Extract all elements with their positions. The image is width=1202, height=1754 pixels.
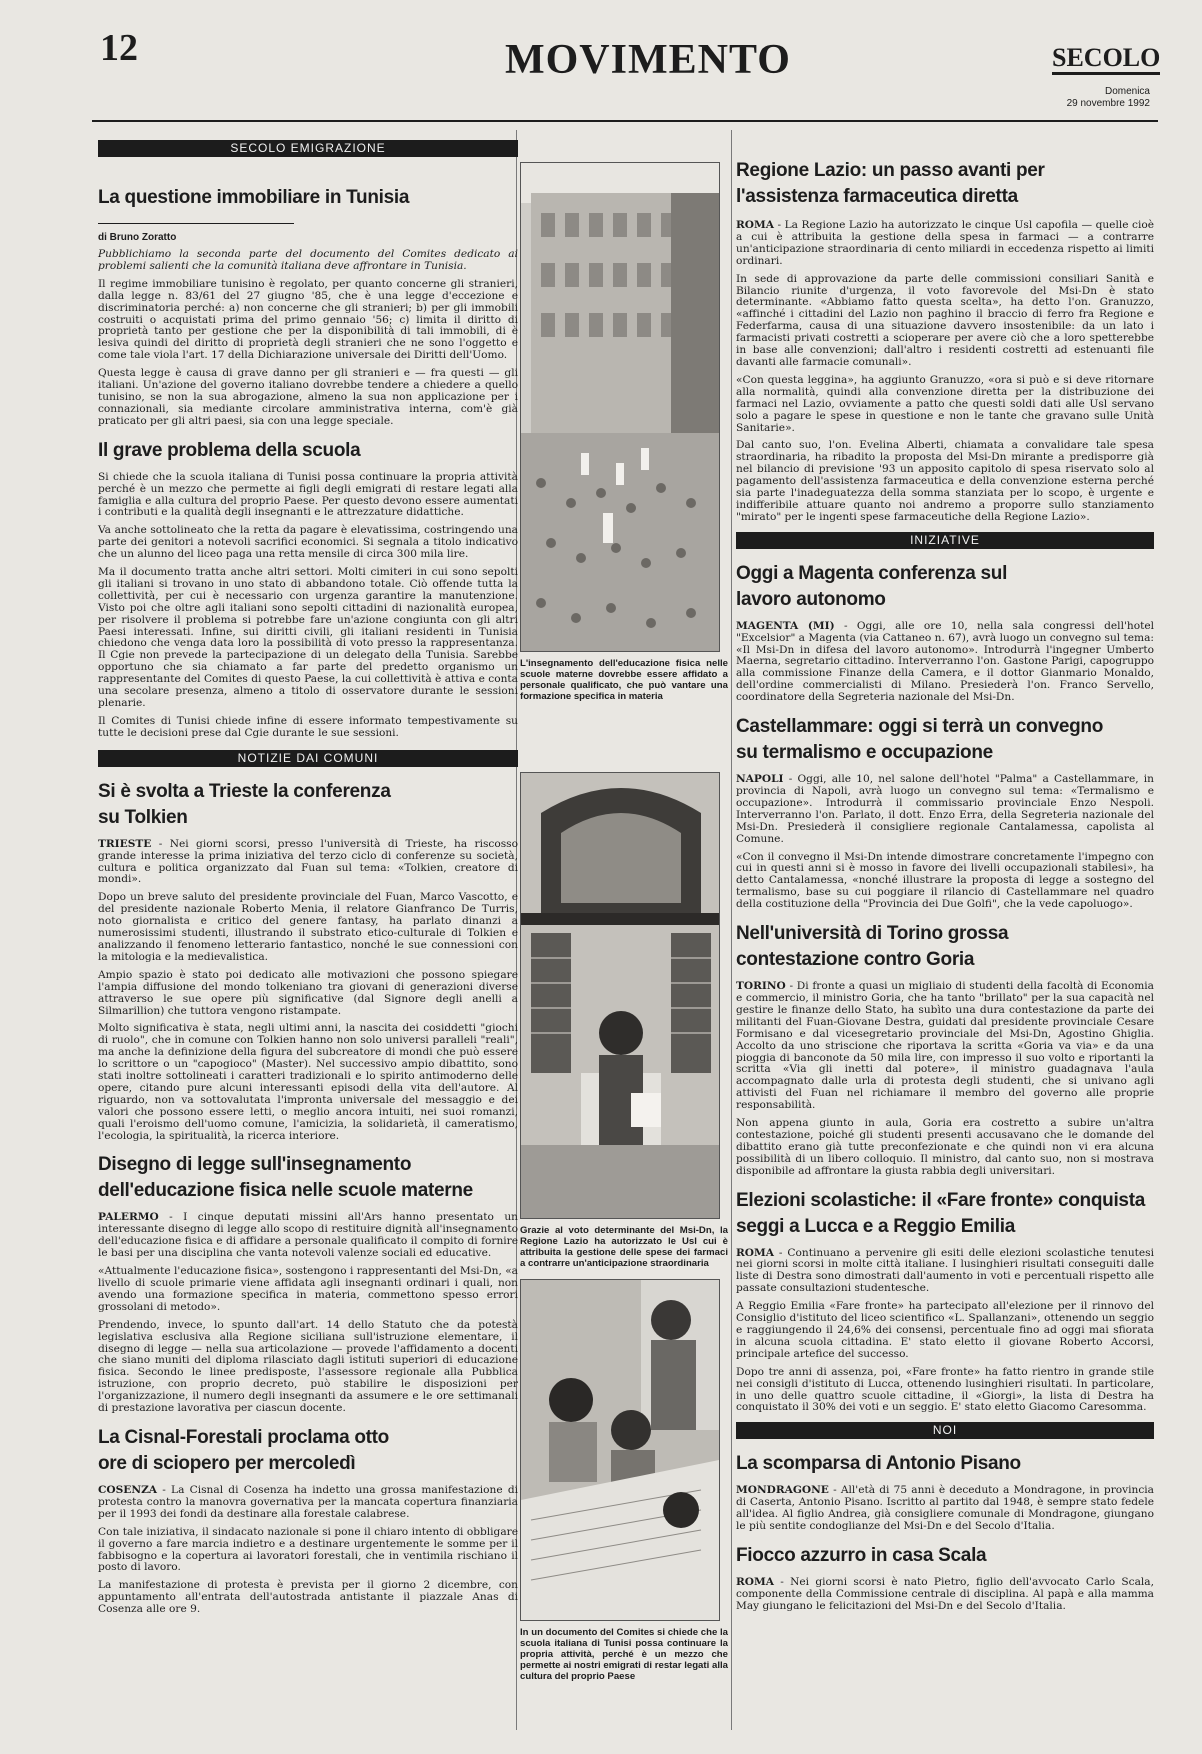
article-paragraph: Molto significativa è stata, negli ultimi anni, la nascita dei cosiddetti "giochi di ruolo", che in comune con Tolkien hanno non solo universi paralleli "reali", ma anche la definizione della figura del subcreatore di mondi che può essere lo scrittore o un "capogioco" (Master). Nel successivo ampio dibattito, sono stati inoltre sottolineati i caratteri tradizionali e lo spirito antimoderno delle opere, citando pure alcuni interessanti episodi della vita dell'autore. Al riguardo, non va sottovalutata l'impronta universale del messaggio e dei valori che possono essere letti, o meglio ancora intuiti, nei suoi romanzi, quali l'eroismo dell'uomo comune, l'amicizia, la solidarietà, il cameratismo, l'ecologia, la spiritualità, la ricerca interiore. <box>98 1022 518 1142</box>
masthead-rule <box>92 120 1158 122</box>
article-paragraph: ROMA - Continuano a pervenire gli esiti delle elezioni scolastiche tenutesi nei giorni scorsi in molte città italiane. I lusinghieri risultati conseguiti dalle liste di Destra sono dimostrati dall'aumento in voti e percentuali rispetto alle passate consultazioni studentesche. <box>736 1246 1154 1295</box>
classroom-image <box>521 1280 719 1620</box>
article-paragraph: Questa legge è causa di grave danno per gli stranieri e — fra questi — gli italiani. Un'azione del governo italiano dovrebbe tendere a chiedere a quello tunisino, se non la sua abrogazione, almeno la sua non applicazione per i connazionali, sia mediante circolare amministrativa interna, com'è già praticato per gli altri paesi, sia con una legge speciale. <box>98 367 518 427</box>
photo-pharmacy <box>520 772 720 1219</box>
article-title: Fiocco azzurro in casa Scala <box>736 1544 987 1566</box>
article-paragraph: MAGENTA (MI) - Oggi, alle ore 10, nella sala congressi dell'hotel "Excelsior" a Magenta (via Cattaneo n. 67), avrà luogo un convegno sul tema: «Il Msi-Dn in difesa del lavoro autonomo». Introdurrà l'ingegner Umberto Maerna, segretario cittadino. Interverranno l'on. Gastone Parigi, capogruppo alla commissione Finanze della Camera, e il dottor Gianmario Monaldo, dell'ordine commercialisti di Milano. Presiederà l'on. Franco Servello, coordinatore della Segreteria nazionale del Msi-Dn. <box>736 619 1154 704</box>
title-rule <box>98 223 294 224</box>
dateline: PALERMO <box>98 1211 159 1224</box>
article-paragraph: Il regime immobiliare tunisino è regolato, per quanto concerne gli stranieri, dalla legge n. 83/61 del 27 giugno '85, che è una legge d'eccezione e discriminatoria perché: a) non concerne che gli stranieri; b) per gli immobili costruiti o acquistati prima del primo gennaio '56; c) limita il diritto di proprietà tanto per gestione che per la disponibilità di tali immobili, di è lesiva quindi del diritto di proprietà degli stranieri che ne sono l'oggetto e come tale viola l'art. 17 della Dichiarazione universale dei Diritti dell'Uomo. <box>98 277 518 362</box>
publication-date <box>1000 86 1150 110</box>
article-title: Nell'università di Torino grossa contestazione contro Goria <box>736 923 1009 971</box>
column-divider <box>731 130 732 1730</box>
article-intro: Pubblichiamo la seconda parte del documento del Comites dedicato ai problemi salienti che la comunità italiana deve affrontare in Tunisia. <box>98 248 518 272</box>
article-paragraph: «Attualmente l'educazione fisica», sostengono i rappresentanti del Msi-Dn, «a livello di scuole primarie viene affidata agli insegnanti ordinari i quali, non avendo una formazione specifica in materia, commettono spesso errori grossolani di metodo». <box>98 1265 518 1313</box>
article-title: Oggi a Magenta conferenza sul lavoro autonomo <box>736 562 1008 610</box>
article-paragraph: Ampio spazio è stato poi dedicato alle motivazioni che possono spiegare l'ampia diffusione del mondo tolkeniano tra giovani di generazioni diverse attraverso le sue opere più significative (dal Signore degli anelli a Silmarillion) che tuttora vengono ristampate. <box>98 968 518 1017</box>
photo-caption: L'insegnamento dell'educazione fisica nelle scuole materne dovrebbe essere affidato a personale qualificato, che può vantare una formazione specifica in materia <box>520 658 728 702</box>
article-paragraph: Il Comites di Tunisi chiede infine di essere informato tempestivamente su tutte le decisioni prese dal Cgie durante le sue sessioni. <box>98 714 518 739</box>
pharmacy-image <box>521 773 719 1218</box>
article-title: Si è svolta a Trieste la conferenza su Tolkien <box>98 780 391 828</box>
dateline: COSENZA <box>98 1483 158 1496</box>
article-paragraph: NAPOLI - Oggi, alle 10, nel salone dell'hotel "Palma" a Castellammare, in provincia di Napoli, avrà luogo un convegno sul tema: «Termalismo e occupazione». Introdurrà il commissario provinciale Enzo Nespoli. Interverranno l'on. Parlato, il dott. Enzo Erra, della Segreteria nazionale del Msi-Dn. Presiederà il consigliere regionale Cantalamessa, capolista al Comune. <box>736 773 1154 845</box>
article-title: Castellammare: oggi si terrà un convegno su termalismo e occupazione <box>736 716 1104 764</box>
photo-classroom <box>520 1279 720 1621</box>
article-title: Il grave problema della scuola <box>98 439 361 461</box>
publication-weekday: Domenica <box>1104 86 1150 97</box>
article-title: La questione immobiliare in Tunisia <box>98 187 410 208</box>
dateline: ROMA <box>736 219 774 231</box>
article-paragraph: A Reggio Emilia «Fare fronte» ha partecipato all'elezione per il rinnovo del Consiglio d'istituto del liceo scientifico «L. Spallanzani», ottenendo un seggio e raggiungendo il 24,6% dei consensi, percentuale fino ad oggi mai sfiorata in alcuna scuola cittadina. E' stato eletto il giovane Roberto Accorsi, principale artefice del successo. <box>736 1300 1154 1360</box>
article-paragraph: In sede di approvazione da parte delle commissioni consiliari Sanità e Bilancio riunite d'urgenza, il voto favorevole del Msi-Dn è stato determinante. «Abbiamo fatto questa scelta», ha detto l'on. Granuzzo, «affinché i cittadini del Lazio non paghino il braccio di ferro fra Regione e Federfarma, causa di una situazione davvero insostenibile: da un lato i farmacisti privati costretti a scioperare per avere ciò che a loro spetterebbe in base alle convenzioni; dall'altro i residenti costretti ad estenuanti file davanti alle farmacie comunali». <box>736 272 1154 368</box>
article-paragraph: Va anche sottolineato che la retta da pagare è elevatissima, costringendo una parte dei genitori a notevoli sacrifici economici. Si segnala a titolo indicativo che un alunno del liceo paga una retta mensile di circa 300 mila lire. <box>98 524 518 561</box>
photo-caption: In un documento del Comites si chiede che la scuola italiana di Tunisi possa continuare la propria attività, perché è un mezzo che permette ai nostri emigrati di restar legati alla cultura del proprio Paese <box>520 1627 728 1682</box>
article-title: La Cisnal-Forestali proclama otto ore di sciopero per mercoledì <box>98 1426 389 1474</box>
article-paragraph: Dal canto suo, l'on. Evelina Alberti, chiamata a convalidare tale spesa straordinaria, ha ribadito la proposta del Msi-Dn mirante a predisporre già nel bilancio di previsione '93 un apposito capitolo di spesa riservato solo al pagamento dell'assistenza farmaceutica e della convenzione esterna perché sia parte l'inadeguatezza della somma stanziata per lo scopo, è urgente e indifferibile attuare quanto noi andremo a proporre sullo stanziamento "mirato" per le ingenti spese farmaceutiche della Regione Lazio». <box>736 439 1154 523</box>
left-column <box>98 140 518 1622</box>
article-paragraph: Con tale iniziativa, il sindacato nazionale si pone il chiaro intento di obbligare il governo a fare marcia indietro e a destinare urgentemente le somme per il fabbisogno e la copertura ai lavoratori forestali, che in ventimila rischiano il posto di lavoro. <box>98 1525 518 1574</box>
article-paragraph: Si chiede che la scuola italiana di Tunisi possa continuare la propria attività perché è un mezzo che permette ai figli degli emigrati di restare legati alla famiglia e alla cultura del proprio Paese. Per questo devono essere aumentati i contributi e la qualità degli insegnanti e le attrezzature didattiche. <box>98 470 518 519</box>
article-paragraph: La manifestazione di protesta è prevista per il giorno 2 dicembre, con appuntamento all'entrata dell'autostrada antistante il piazzale Anas di Cosenza alle ore 9. <box>98 1579 518 1616</box>
publication-day: 29 novembre 1992 <box>1066 98 1150 109</box>
dateline: MONDRAGONE <box>736 1484 829 1497</box>
byline: di Bruno Zoratto <box>98 232 177 243</box>
dateline: NAPOLI <box>736 773 784 786</box>
article-paragraph: «Con questa leggina», ha aggiunto Granuzzo, «ora si può e si deve ritornare alla normalità, quindi alla convenzione diretta per la distribuzione dei farmaci nel Lazio, ovviamente a patto che questi soldi dati alle Usl servano solo a pagare le spese in questione e non le tante che gravano sulle Unità Sanitarie». <box>736 373 1154 434</box>
section-band: SECOLO EMIGRAZIONE <box>98 140 518 157</box>
section-title: MOVIMENTO <box>505 37 791 83</box>
photo-schoolyard <box>520 162 720 652</box>
article-paragraph: ROMA - La Regione Lazio ha autorizzato le cinque Usl capofila — quelle cioè a cui è attribuita la gestione della spesa in farmaci — a contrarre un'anticipazione straordinaria di cento miliardi in eccedenza rispetto ai limiti ordinari. <box>736 219 1154 267</box>
dateline: MAGENTA (MI) <box>736 619 835 632</box>
article-paragraph: TRIESTE - Nei giorni scorsi, presso l'università di Trieste, ha riscosso grande interesse la prima iniziativa del terzo ciclo di conferenze su società, cultura e politica organizzato dal Fuan sul tema: «Tolkien, creatore di mondi». <box>98 837 518 886</box>
section-band: NOI <box>736 1422 1154 1439</box>
section-band: NOTIZIE DAI COMUNI <box>98 750 518 767</box>
schoolyard-image <box>521 163 719 651</box>
article-paragraph: MONDRAGONE - All'età di 75 anni è deceduto a Mondragone, in provincia di Caserta, Antonio Pisano. Iscritto al partito dal 1948, è sempre stato fedele all'idea. Al figlio Andrea, già consigliere comunale di Mondragone, giungano le più sentite condoglianze del Msi-Dn e del Secolo d'Italia. <box>736 1484 1154 1533</box>
section-band: INIZIATIVE <box>736 532 1154 549</box>
dateline: ROMA <box>736 1246 774 1259</box>
article-paragraph: Dopo un breve saluto del presidente provinciale del Fuan, Marco Vascotto, e del presidente nazionale Roberto Menia, il relatore Gianfranco De Turris, noto giornalista e critico del genere fantasy, ha parlato dinanzi a numerosissimi studenti, illustrando il substrato etico-culturale di Tolkien e analizzando il fenomeno letterario fantastico, nonché le sue connessioni con la mitologia e la medievalistica. <box>98 891 518 963</box>
article-paragraph: Non appena giunto in aula, Goria era costretto a subire un'altra contestazione, poiché gli studenti presenti accusavano che le domande del dibattito erano già tutte preconfezionate e che quindi non vi era alcuna possibilità di un libero colloquio. Il ministro, dal canto suo, non si mostrava disponibile ad affrontare la giusta rabbia degli universitari. <box>736 1117 1154 1177</box>
article-paragraph: Dopo tre anni di assenza, poi, «Fare fronte» ha fatto rientro in grande stile nei consigli d'istituto di Lucca, ottenendo lusinghieri risultati. In particolare, in uno delle quattro scuole cittadine, il «Giorgi», la lista di Destra ha conquistato il 30% dei voti e un seggio. E' stato eletto Giacomo Caresomma. <box>736 1365 1154 1414</box>
article-title: Disegno di legge sull'insegnamento dell'educazione fisica nelle scuole materne <box>98 1154 473 1202</box>
article-paragraph: Ma il documento tratta anche altri settori. Molti cimiteri in cui sono sepolti gli italiani si trovano in uno stato di abbandono totale. Ciò offende tutta la collettività, per cui è necessario con urgenza garantire la manutenzione. Visto poi che oltre agli italiani sono sepolti cittadini di nazionalità europea, per risolvere il problema si potrebbe fare un'azione congiunta con gli altri Paesi interessati. Infine, sui diritti civili, gli italiani residenti in Tunisia chiedono che venga data loro la possibilità di voto presso la rappresentanza. Il Cgie non prevede la partecipazione di un delegato della Tunisia. Sarebbe opportuno che sia chiamato a far parte del predetto organismo un rappresentante del Comites di questo Paese, la cui collettività è attiva e conta una secolare presenza, almeno a titolo di osservatore durante le sessioni plenarie. <box>98 566 518 709</box>
article-paragraph: PALERMO - I cinque deputati missini all'Ars hanno presentato un interessante disegno di legge allo scopo di restituire dignità all'insegnamento dell'educazione fisica e di affidare a personale qualificato il compito di fornire le basi per una disciplina che vanta notevoli valenze sociali ed educative. <box>98 1211 518 1260</box>
article-title: Regione Lazio: un passo avanti per l'assistenza farmaceutica diretta <box>736 160 1045 207</box>
photo-caption: Grazie al voto determinante del Msi-Dn, la Regione Lazio ha autorizzato le Usl cui è attribuita la gestione delle spese dei farmaci a contrarre un'anticipazione straordinaria <box>520 1225 728 1269</box>
right-column <box>736 140 1154 1619</box>
dateline: TRIESTE <box>98 837 152 850</box>
article-title: La scomparsa di Antonio Pisano <box>736 1453 1021 1475</box>
article-paragraph: COSENZA - La Cisnal di Cosenza ha indetto una grossa manifestazione di protesta contro la manovra governativa per la mancata copertura finanziaria per il 1993 dei fondi da destinare alla forestale calabrese. <box>98 1483 518 1520</box>
dateline: TORINO <box>736 980 786 993</box>
page-number: 12 <box>100 27 138 69</box>
dateline: ROMA <box>736 1575 774 1588</box>
photo-column <box>520 140 728 1682</box>
article-paragraph: ROMA - Nei giorni scorsi è nato Pietro, figlio dell'avvocato Carlo Scala, componente della Commissione centrale di disciplina. Al papà e alla mamma May giungano le felicitazioni del Msi-Dn e del Secolo d'Italia. <box>736 1575 1154 1612</box>
article-title: Elezioni scolastiche: il «Fare fronte» conquista seggi a Lucca e a Reggio Emilia <box>736 1189 1145 1237</box>
article-paragraph: TORINO - Di fronte a quasi un migliaio di studenti della facoltà di Economia e commercio, il ministro Goria, che ha tanto "brillato" per la sua capacità nel gestire le finanze dello Stato, ha subìto una dura contestazione da parte dei militanti del Fuan-Giovane Destra, guidati dal presidente provinciale Cesare Formisano e dal vicesegretario provinciale del Msi-Dn, Agostino Ghiglia. Accolto da uno striscione che riportava la scritta «Goria va via» e da una pioggia di banconote da 50 mila lire, con impresso il suo volto e riportanti la scritta «Via gli inetti dal potere», il ministro guadagnava l'aula accompagnato dalle urla di protesta degli studenti, che si univano agli attivisti del Fuan nel richiamare il membro del governo alle proprie responsabilità. <box>736 980 1154 1112</box>
article-paragraph: «Con il convegno il Msi-Dn intende dimostrare concretamente l'impegno con cui in questi anni si è mosso in favore dei livelli occupazionali stabilesi», ha detto Cantalamessa, «nonché illustrare la proposta di legge a sostegno del termalismo, base su cui poggiare il rilancio di Castellammare nel quadro della costituzione della "Provincia dei Due Golfi", che la vede capoluogo». <box>736 850 1154 911</box>
newspaper-logo: SECOLO <box>1052 44 1160 75</box>
article-paragraph: Prendendo, invece, lo spunto dall'art. 14 dello Statuto che da potestà legislativa esclusiva alla Regione siciliana sull'istruzione elementare, il disegno di legge — nella sua articolazione — provede l'affidamento a docenti che siano muniti del diploma rilasciato dagli istituti superiori di educazione fisica. Secondo le linee predisposte, l'assessore regionale alla Pubblica istruzione, con proprio decreto, può stabilire le disposizioni per l'organizzazione, il numero degli insegnanti da assumere e le ore settimanali di prestazione lavorativa per ciascun docente. <box>98 1318 518 1415</box>
